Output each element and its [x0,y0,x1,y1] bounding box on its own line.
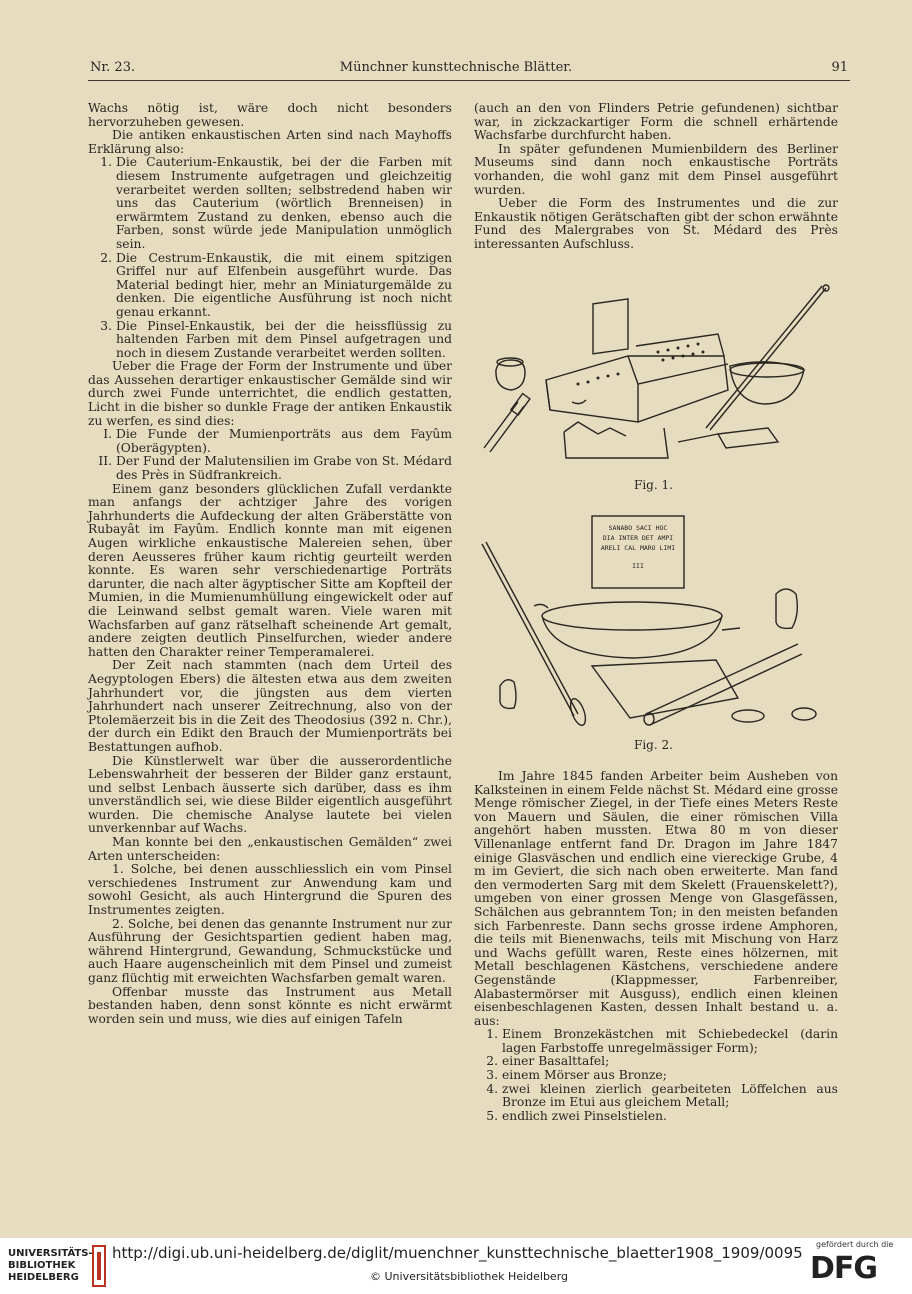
list-item-text: Die Cestrum-Enkaustik, die mit einem spitzigen Griffel nur auf Elfenbein ausgeführt wurde. Das Material bedingt hier, mehr an Miniaturgemälde zu denken. Die eigentliche Ausführung ist noch nicht genau erkannt. [116,250,452,319]
numbered-list-item [474,1028,838,1055]
paragraph: Die antiken enkaustischen Arten sind nach Mayhoffs Erklärung also: [88,128,452,156]
list-item-number: II. [98,454,112,469]
copyright-notice: © Universitätsbibliothek Heidelberg [370,1270,569,1283]
figure-1-caption: Fig. 1. [634,478,673,492]
journal-title: Münchner kunsttechnische Blätter. [339,60,573,75]
list-item-text: Die Funde der Mumienporträts aus dem Fayûm (Oberägypten). [116,427,452,455]
numbered-list-item [474,1055,838,1069]
numbered-list-item [88,320,452,361]
figure-2-caption: Fig. 2. [634,738,673,752]
dfg-logo: DFG [810,1251,878,1286]
right-column-top [474,102,838,252]
figure-2-illustration [478,512,838,734]
list-item-number: 3. [100,318,112,333]
paragraph: 1. Solche, bei denen ausschliesslich ein vom Pinsel verschiedenes Instrument zur Anwendung kam und sowohl Gesicht, als auch Hintergrund die Spuren des Instrumentes zeigten. [88,862,452,918]
library-logo-text: UNIVERSITÄTS- BIBLIOTHEK HEIDELBERG [8,1248,93,1283]
right-column-bottom [474,770,838,1123]
header-rule [88,80,850,81]
list-item-text: Die Pinsel-Enkaustik, bei der die heissflüssig zu haltenden Farben mit dem Pinsel aufgetragen und noch in diesem Zustande verarbeitet werden sollten. [116,318,452,360]
plaque-line-1: SANABO SACI HOC [608,524,668,532]
figure-1-illustration [478,282,838,472]
paragraph: Offenbar musste das Instrument aus Metall bestanden haben, denn sonst könnte es nicht erwärmt worden sein und muss, wie dies auf einigen Tafeln [88,984,452,1026]
paragraph: Man konnte bei den „enkaustischen Gemälden“ zwei Arten unterscheiden: [88,835,452,863]
paragraph: Wachs nötig ist, wäre doch nicht besonders hervorzuheben gewesen. [88,101,452,129]
plaque-line-4: III [632,562,644,570]
list-item-text: Einem Bronzekästchen mit Schiebedeckel (darin lagen Farbstoffe unregelmässiger Form); [502,1027,838,1055]
paragraph: Der Zeit nach stammten (nach dem Urteil des Aegyptologen Ebers) die ältesten etwa aus dem zweiten Jahrhundert vor, die jüngsten aus dem vierten Jahrhundert nach unserer Zeitrechnung, also von der Ptolemäerzeit bis in die Zeit des Theodosius (392 n. Chr.), der durch ein Edikt den Brauch der Mumienporträts bei Bestattungen aufhob. [88,658,452,754]
list-item-number: 4. [486,1081,498,1096]
list-item-text: Der Fund der Malutensilien im Grabe von St. Médard des Près in Südfrankreich. [116,454,452,483]
numbered-list-item [88,156,452,251]
left-column [88,102,452,1026]
list-item-number: 2. [100,250,112,265]
list-item-number: 5. [486,1108,498,1123]
numbered-list-item [88,455,452,482]
numbered-list-item [474,1069,838,1083]
paragraph: Einem ganz besonders glücklichen Zufall verdankte man anfangs der achtziger Jahre des vorigen Jahrhunderts die Aufdeckung der alten Gräberstätte von Rubayât im Fayûm. Endlich konnte man mit eigenen Augen wirkliche enkaustische Malereien sehen, über deren Aeusseres früher kaum richtig geurteilt werden konnte. Es waren sehr verschiedenartige Porträts darunter, die nach alter ägyptischer Sitte am Kopfteil der Mumien, in die Mumienumhüllung eingewickelt oder auf die Leinwand selbst gemalt waren. Viele waren mit Wachsfarben auf ganz rätselhaft scheinende Art gemalt, andere zeigten deutlich Pinselfurchen, wieder andere hatten den Charakter reiner Temperamalerei. [88,481,452,659]
list-item-number: I. [103,427,112,442]
numbered-list-item [88,252,452,320]
list-item-number: 3. [486,1068,498,1083]
list-item-number: 1. [100,155,112,170]
numbered-list-item [88,428,452,455]
permalink-url[interactable]: http://digi.ub.uni-heidelberg.de/diglit/muenchner_kunsttechnische_blaetter1908_1909/0095 [112,1244,803,1262]
page-number: 91 [831,60,848,75]
paragraph: In später gefundenen Mumienbildern des Berliner Museums sind dann noch enkaustische Porträts vorhanden, die wohl ganz mit dem Pinsel ausgeführt wurden. [474,141,838,197]
plaque-line-3: ARELI CAL MARO LIMI [600,544,676,552]
university-library-logo [8,1248,93,1284]
funding-note: gefördert durch die [816,1240,894,1249]
paragraph: 2. Solche, bei denen das genannte Instrument nur zur Ausführung der Gesichtspartien gedient haben mag, während Hintergrund, Gewandung, Schmuckstücke und auch Haare augenscheinlich mit dem Pinsel und zumeist ganz flüchtig mit erweichten Wachsfarben gemalt waren. [88,916,452,985]
paragraph: Die Künstlerwelt war über die ausserordentliche Lebenswahrheit der besseren der Bilder ganz erstaunt, und selbst Lenbach äusserte sich darüber, dass es ihm unverständlich sei, wie diese Bilder eigentlich ausgeführt wurden. Die chemische Analyse lautete bei vielen unverkennbar auf Wachs. [88,753,452,836]
list-item-number: 1. [486,1027,498,1042]
paragraph: Ueber die Form des Instrumentes und die zur Enkaustik nötigen Gerätschaften gibt der schon erwähnte Fund des Malergrabes von St. Médard des Près interessanten Aufschluss. [474,196,838,251]
paragraph: Im Jahre 1845 fanden Arbeiter beim Ausheben von Kalksteinen in einem Felde nächst St. Médard eine grosse Menge römischer Ziegel, in der Tiefe eines Meters Reste von Mauern und Säulen, die einer römischen Villa angehört haben mussten. Etwa 80 m von dieser Villenanlage entfernt fand Dr. Dragon im Jahre 1847 einige Glasväschen und endlich eine viereckige Grube, 4 m im Geviert, die sich nach oben erweiterte. Man fand den vermoderten Sarg mit dem Skelett (Frauenskelett?), umgeben von einer grossen Menge von Glasgefässen, Schälchen aus gebranntem Ton; in den meisten befanden sich Farbenreste. Dann sechs grosse irdene Amphoren, die teils mit Bienenwachs, teils mit Mischung von Harz und Wachs gefüllt waren, Reste eines hölzernen, mit Metall beschlagenen Kästchens, verschiedene andere Gegenstände (Klappmesser, Farbenreiber, Alabastermörser mit Ausguss), endlich einen kleinen eisenbeschlagenen Kasten, dessen Inhalt bestand u. a. aus: [474,769,838,1028]
numbered-list-item [474,1083,838,1110]
list-item-text: endlich zwei Pinselstielen. [502,1108,667,1123]
list-item-text: einem Mörser aus Bronze; [502,1068,667,1083]
issue-number: Nr. 23. [90,60,136,75]
paragraph: Ueber die Frage der Form der Instrumente und über das Aussehen derartiger enkaustischer Gemälde sind wir durch zwei Funde unterrichtet, die endlich gestatten, Licht in die bisher so dunkle Frage der antiken Enkaustik zu werfen, es sind dies: [88,359,452,428]
paragraph: (auch an den von Flinders Petrie gefundenen) sichtbar war, in zickzackartiger Form die schnell erhärtende Wachsfarbe durchfurcht haben. [474,101,838,143]
plaque-line-2: DIA INTER DET AMPI [602,534,674,542]
list-item-text: Die Cauterium-Enkaustik, bei der die Farben mit diesem Instrumente aufgetragen und gleichzeitig verarbeitet werden sollten; selbstredend haben wir uns das Cauterium (wörtlich Brenneisen) in erwärmtem Zustand zu denken, ebenso auch die Farben, sonst würde jede Manipulation unmöglich sein. [116,155,452,251]
library-emblem-icon [92,1244,106,1288]
list-item-text: einer Basalttafel; [502,1054,610,1069]
list-item-number: 2. [486,1054,498,1069]
numbered-list-item [474,1110,838,1124]
list-item-text: zwei kleinen zierlich gearbeiteten Löffelchen aus Bronze im Etui aus gleichem Metall; [502,1081,838,1110]
